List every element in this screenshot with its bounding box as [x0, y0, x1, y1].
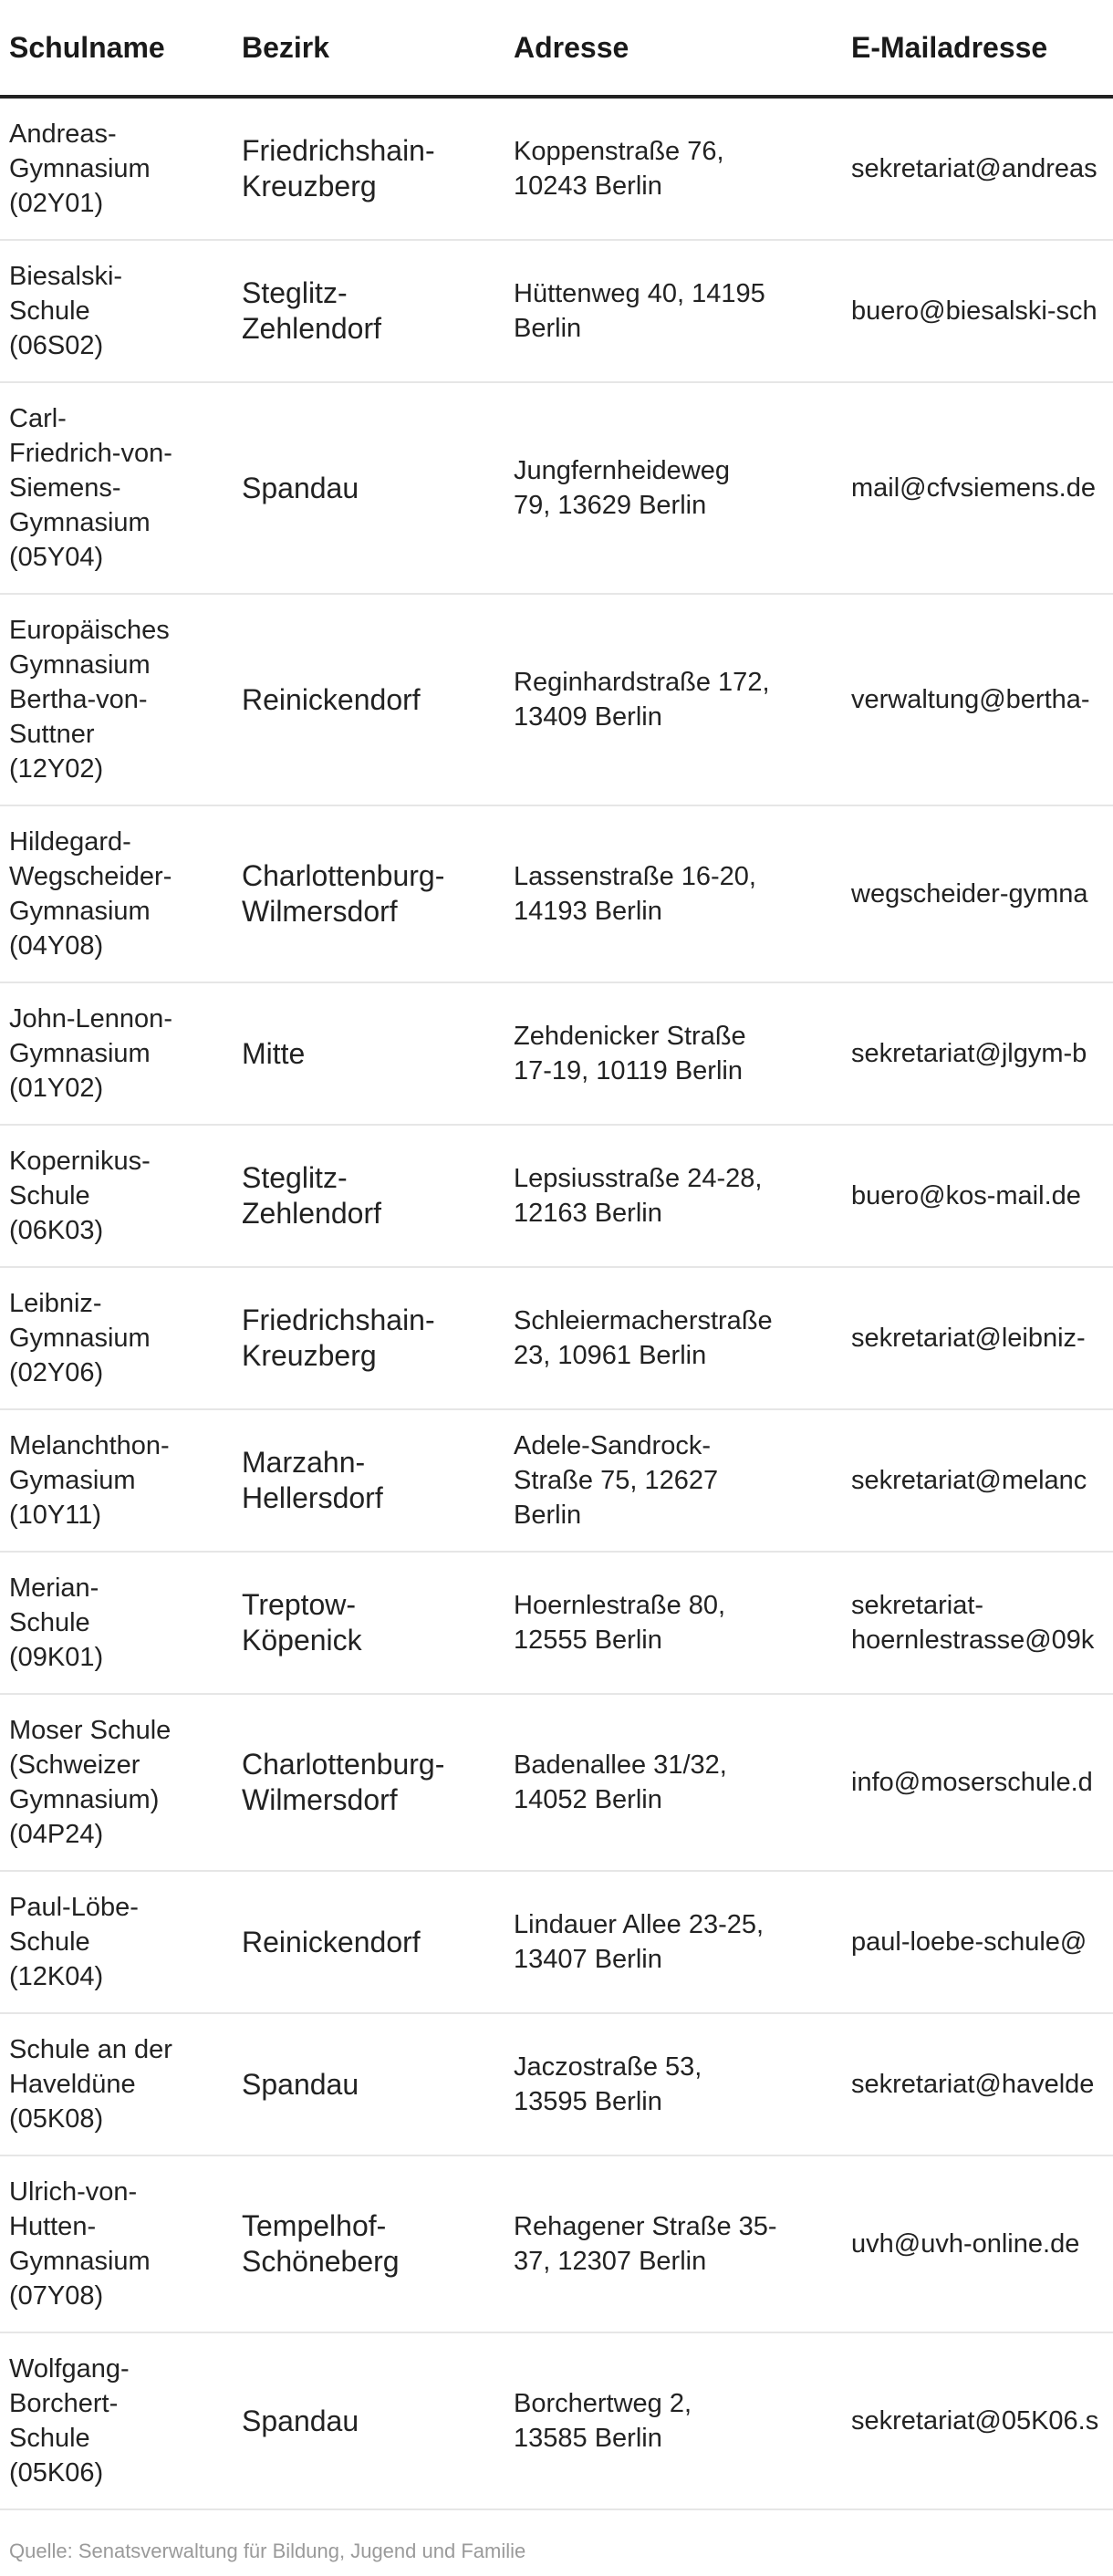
address-cell: [504, 2013, 842, 2155]
email-cell-text: wegscheider-gymna: [851, 879, 1088, 909]
school-name-cell: [0, 1694, 233, 1871]
email-cell: [842, 382, 1113, 594]
district-cell-text: Reinickendorf: [242, 1925, 421, 1958]
district-cell: [233, 1871, 504, 2013]
district-cell-text: Friedrichshain- Kreuzberg: [242, 1304, 435, 1372]
school-name-cell-text: Ulrich-von- Hutten- Gymnasium (07Y08): [9, 2177, 151, 2311]
district-cell-text: Friedrichshain- Kreuzberg: [242, 134, 435, 203]
address-cell: [504, 2155, 842, 2332]
district-cell: [233, 2013, 504, 2155]
school-name-cell: [0, 982, 233, 1125]
school-name-cell-text: Europäisches Gymnasium Bertha-von- Suttner (12Y02): [9, 616, 170, 784]
email-cell: [842, 2155, 1113, 2332]
district-cell: [233, 594, 504, 805]
email-cell: [842, 1694, 1113, 1871]
address-cell: [504, 1267, 842, 1409]
address-cell-text: Hoernlestraße 80, 12555 Berlin: [514, 1591, 726, 1655]
district-cell-text: Charlottenburg- Wilmersdorf: [242, 859, 445, 928]
school-name-cell-text: Merian- Schule (09K01): [9, 1574, 104, 1672]
address-cell-text: Lassenstraße 16-20, 14193 Berlin: [514, 862, 756, 926]
address-cell: [504, 594, 842, 805]
district-cell-text: Mitte: [242, 1036, 306, 1070]
address-cell: [504, 1409, 842, 1552]
email-cell: [842, 2332, 1113, 2509]
district-cell: [233, 1694, 504, 1871]
school-name-cell: [0, 2013, 233, 2155]
email-cell: [842, 982, 1113, 1125]
table-row: [0, 1552, 1113, 1694]
school-name-cell: [0, 2155, 233, 2332]
address-cell: [504, 1552, 842, 1694]
school-name-cell: [0, 594, 233, 805]
district-cell: [233, 982, 504, 1125]
school-name-cell: [0, 2332, 233, 2509]
district-cell: [233, 2155, 504, 2332]
email-cell-text: verwaltung@bertha-: [851, 685, 1090, 714]
table-row: [0, 1125, 1113, 1267]
address-cell: [504, 97, 842, 240]
table-row: [0, 382, 1113, 594]
header-address: Adresse: [504, 0, 842, 97]
school-name-cell-text: Paul-Löbe- Schule (12K04): [9, 1893, 139, 1991]
header-school-name: Schulname: [0, 0, 233, 97]
address-cell: [504, 1871, 842, 2013]
email-cell-text: sekretariat@havelde: [851, 2070, 1095, 2099]
district-cell-text: Marzahn- Hellersdorf: [242, 1446, 383, 1514]
address-cell-text: Hüttenweg 40, 14195 Berlin: [514, 279, 765, 343]
address-cell-text: Lepsiusstraße 24-28, 12163 Berlin: [514, 1164, 763, 1228]
header-email: E-Mailadresse: [842, 0, 1113, 97]
district-cell-text: Spandau: [242, 2067, 359, 2101]
school-name-cell: [0, 97, 233, 240]
school-name-cell: [0, 805, 233, 982]
school-name-cell-text: Andreas- Gymnasium (02Y01): [9, 119, 151, 218]
email-cell-text: sekretariat@leibniz-: [851, 1324, 1086, 1353]
school-name-cell-text: Kopernikus- Schule (06K03): [9, 1147, 151, 1245]
address-cell-text: Reginhardstraße 172, 13409 Berlin: [514, 668, 770, 732]
table-header-row: [0, 0, 1113, 97]
address-cell-text: Zehdenicker Straße 17-19, 10119 Berlin: [514, 1022, 746, 1085]
address-cell-text: Koppenstraße 76, 10243 Berlin: [514, 137, 724, 201]
school-name-cell-text: Leibniz- Gymnasium (02Y06): [9, 1289, 151, 1387]
email-cell: [842, 97, 1113, 240]
table-row: [0, 1694, 1113, 1871]
table-row: [0, 594, 1113, 805]
email-cell-text: sekretariat@andreas: [851, 154, 1097, 183]
email-cell: [842, 1409, 1113, 1552]
district-cell: [233, 1552, 504, 1694]
school-name-cell: [0, 382, 233, 594]
table-row: [0, 2013, 1113, 2155]
table-row: [0, 1267, 1113, 1409]
school-name-cell-text: Wolfgang- Borchert- Schule (05K06): [9, 2354, 130, 2488]
school-name-cell: [0, 1267, 233, 1409]
school-name-cell: [0, 1552, 233, 1694]
address-cell: [504, 240, 842, 382]
table-row: [0, 2332, 1113, 2509]
email-cell-text: paul-loebe-schule@: [851, 1927, 1087, 1957]
address-cell-text: Jungfernheideweg 79, 13629 Berlin: [514, 456, 731, 520]
email-cell-text: sekretariat@05K06.s: [851, 2406, 1099, 2436]
source-note: Quelle: Senatsverwaltung für Bildung, Jugend und Familie: [9, 2540, 526, 2562]
district-cell: [233, 382, 504, 594]
email-cell-text: sekretariat- hoernlestrasse@09k: [851, 1591, 1095, 1655]
address-cell: [504, 805, 842, 982]
district-cell: [233, 1125, 504, 1267]
school-name-cell-text: Hildegard- Wegscheider- Gymnasium (04Y08): [9, 827, 172, 961]
email-cell: [842, 1267, 1113, 1409]
email-cell: [842, 240, 1113, 382]
district-cell-text: Treptow- Köpenick: [242, 1588, 362, 1657]
email-cell: [842, 805, 1113, 982]
email-cell: [842, 2013, 1113, 2155]
address-cell: [504, 982, 842, 1125]
school-name-cell: [0, 1409, 233, 1552]
school-name-cell: [0, 1871, 233, 2013]
email-cell: [842, 1552, 1113, 1694]
school-name-cell: [0, 240, 233, 382]
address-cell-text: Schleiermacherstraße 23, 10961 Berlin: [514, 1306, 773, 1370]
address-cell-text: Rehagener Straße 35- 37, 12307 Berlin: [514, 2212, 777, 2276]
address-cell-text: Adele-Sandrock- Straße 75, 12627 Berlin: [514, 1431, 719, 1530]
email-cell: [842, 1871, 1113, 2013]
district-cell: [233, 805, 504, 982]
address-cell-text: Badenallee 31/32, 14052 Berlin: [514, 1750, 727, 1814]
school-name-cell-text: Melanchthon- Gymasium (10Y11): [9, 1431, 170, 1530]
address-cell-text: Lindauer Allee 23-25, 13407 Berlin: [514, 1910, 765, 1974]
email-cell-text: uvh@uvh-online.de: [851, 2229, 1080, 2259]
district-cell: [233, 97, 504, 240]
district-cell-text: Spandau: [242, 471, 359, 504]
district-cell-text: Steglitz- Zehlendorf: [242, 1161, 381, 1230]
email-cell-text: buero@kos-mail.de: [851, 1181, 1081, 1210]
table-row: [0, 1871, 1113, 2013]
email-cell-text: sekretariat@jlgym-b: [851, 1039, 1087, 1068]
address-cell: [504, 1694, 842, 1871]
email-cell-text: buero@biesalski-sch: [851, 296, 1097, 326]
district-cell: [233, 240, 504, 382]
school-name-cell-text: John-Lennon- Gymnasium (01Y02): [9, 1004, 172, 1103]
district-cell-text: Steglitz- Zehlendorf: [242, 276, 381, 345]
table-row: [0, 982, 1113, 1125]
school-name-cell-text: Schule an der Haveldüne (05K08): [9, 2035, 172, 2134]
email-cell: [842, 1125, 1113, 1267]
table-row: [0, 97, 1113, 240]
school-name-cell-text: Carl- Friedrich-von- Siemens- Gymnasium (05Y04): [9, 404, 172, 572]
district-cell-text: Spandau: [242, 2404, 359, 2437]
address-cell: [504, 1125, 842, 1267]
email-cell-text: mail@cfvsiemens.de: [851, 473, 1096, 503]
email-cell: [842, 594, 1113, 805]
school-name-cell: [0, 1125, 233, 1267]
address-cell: [504, 2332, 842, 2509]
address-cell-text: Borchertweg 2, 13585 Berlin: [514, 2389, 692, 2453]
school-name-cell-text: Biesalski- Schule (06S02): [9, 262, 123, 360]
district-cell: [233, 1409, 504, 1552]
header-district: Bezirk: [233, 0, 504, 97]
table-row: [0, 2155, 1113, 2332]
school-name-cell-text: Moser Schule (Schweizer Gymnasium) (04P24): [9, 1716, 172, 1849]
table-row: [0, 240, 1113, 382]
district-cell-text: Reinickendorf: [242, 682, 421, 716]
address-cell-text: Jaczostraße 53, 13595 Berlin: [514, 2052, 702, 2116]
district-cell: [233, 1267, 504, 1409]
address-cell: [504, 382, 842, 594]
district-cell-text: Charlottenburg- Wilmersdorf: [242, 1748, 445, 1816]
district-cell: [233, 2332, 504, 2509]
table-row: [0, 805, 1113, 982]
table-body: [0, 97, 1113, 2509]
table-row: [0, 1409, 1113, 1552]
email-cell-text: sekretariat@melanc: [851, 1466, 1087, 1495]
email-cell-text: info@moserschule.d: [851, 1768, 1093, 1797]
district-cell-text: Tempelhof- Schöneberg: [242, 2209, 400, 2278]
